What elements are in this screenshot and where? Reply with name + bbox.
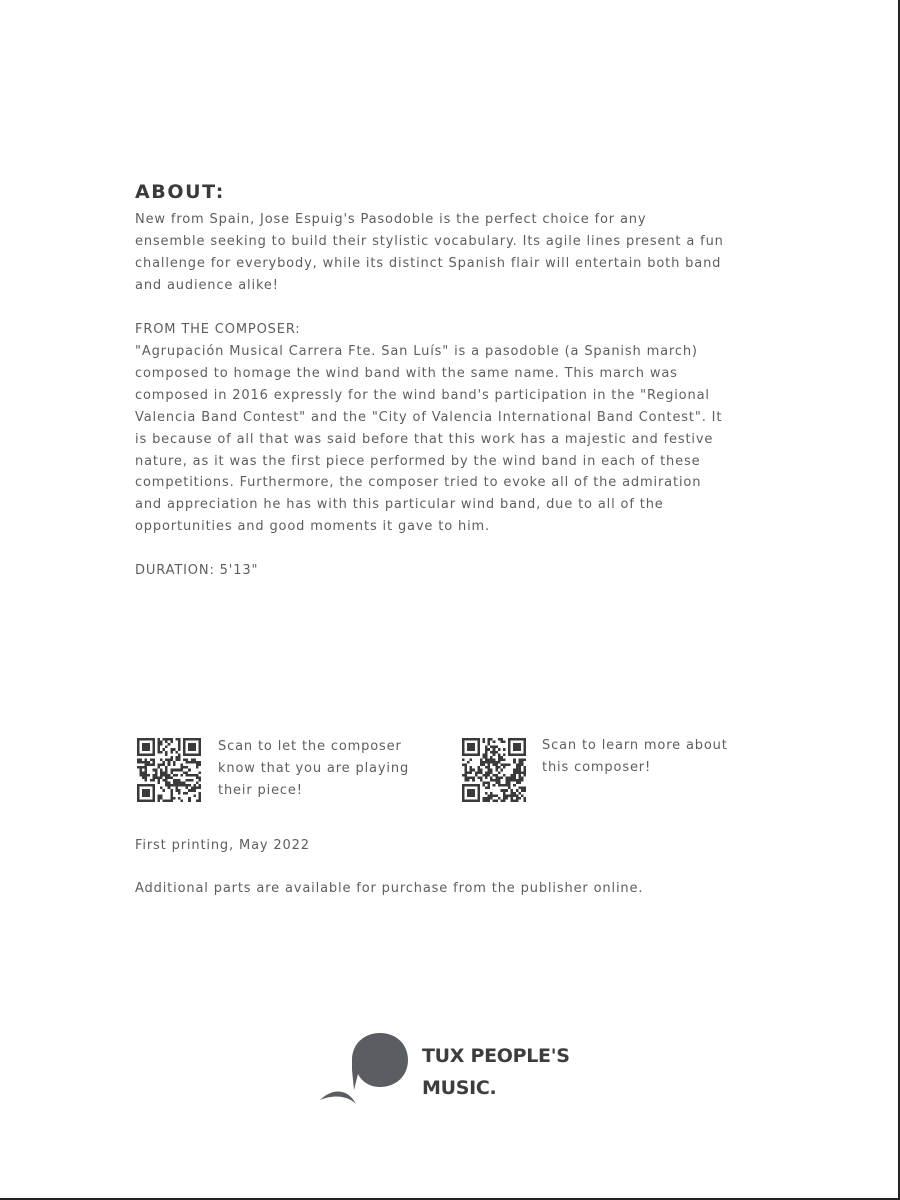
composer-paragraph [135, 341, 775, 538]
qr-caption-line: know that you are playing [218, 761, 410, 776]
qr-caption-line: their piece! [218, 783, 303, 798]
about-line: ensemble seeking to build their stylistic vocabulary. Its agile lines present a fun [135, 233, 724, 249]
publisher-name-line: MUSIC. [422, 1077, 497, 1099]
composer-line: composed in 2016 expressly for the wind band's participation in the "Regional [135, 387, 710, 403]
publisher-name-line: TUX PEOPLE'S [422, 1045, 570, 1067]
qr-code-icon[interactable] [137, 738, 201, 802]
composer-line: nature, as it was the first piece performed by the wind band in each of these [135, 453, 701, 469]
duration-text: DURATION: 5'13" [135, 563, 259, 578]
qr-caption-composer-feedback [218, 736, 409, 802]
composer-line: is because of all that was said before that this work has a majestic and festive [135, 431, 714, 447]
about-line: New from Spain, Jose Espuig's Pasodoble is the perfect choice for any [135, 212, 647, 227]
composer-line: composed to homage the wind band with the same name. This march was [135, 365, 678, 381]
speech-bubble-logo-icon [318, 1030, 410, 1106]
logo-swoosh [320, 1091, 356, 1104]
qr-caption-composer-info [542, 735, 728, 779]
qr-caption-line: Scan to let the composer [218, 739, 402, 754]
composer-heading: FROM THE COMPOSER: [135, 322, 301, 337]
qr-caption-line: this composer! [542, 760, 652, 775]
additional-parts-text: Additional parts are available for purchase from the publisher online. [135, 881, 644, 896]
about-paragraph [135, 209, 775, 297]
composer-line: competitions. Furthermore, the composer tried to evoke all of the admiration [135, 475, 702, 491]
composer-line: "Agrupación Musical Carrera Fte. San Luís" is a pasodoble (a Spanish march) [135, 344, 698, 359]
publisher-logo-text [422, 1040, 570, 1104]
about-heading: ABOUT: [135, 181, 225, 203]
qr-caption-line: Scan to learn more about [542, 738, 728, 753]
composer-line: and appreciation he has with this particular wind band, due to all of the [135, 497, 664, 513]
composer-line: Valencia Band Contest" and the "City of Valencia International Band Contest". It [135, 409, 723, 425]
about-line: and audience alike! [135, 277, 279, 293]
about-line: challenge for everybody, while its distinct Spanish flair will entertain both band [135, 255, 722, 271]
logo-bubble [352, 1033, 408, 1090]
composer-line: opportunities and good moments it gave to him. [135, 519, 491, 535]
qr-code-icon[interactable] [462, 738, 526, 802]
printing-text: First printing, May 2022 [135, 838, 310, 853]
